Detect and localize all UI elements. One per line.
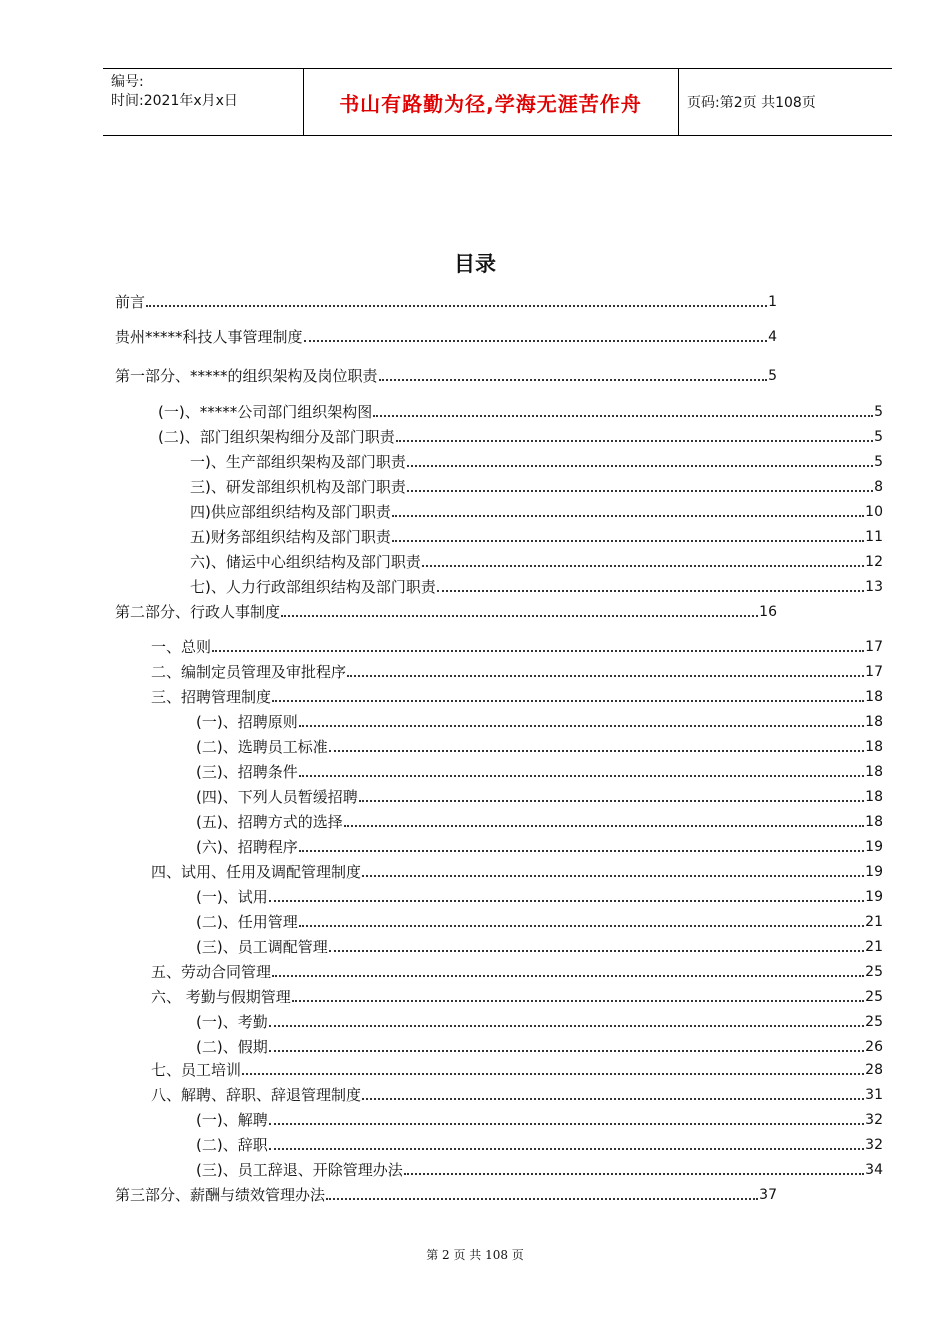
toc-entry-page: 18 xyxy=(865,739,883,755)
toc-entry-label: (一)、考勤 xyxy=(196,1013,268,1031)
toc-entry-label: 三、招聘管理制度 xyxy=(151,688,272,706)
toc-leader-dots xyxy=(392,540,864,542)
toc-entry-label: (四)、下列人员暂缓招聘 xyxy=(196,788,358,806)
toc-entry-page: 32 xyxy=(865,1137,883,1153)
toc-title: 目录 xyxy=(454,252,496,276)
toc-leader-dots xyxy=(407,465,873,467)
toc-entry-page: 18 xyxy=(865,789,883,805)
toc-entry-page: 5 xyxy=(874,454,883,470)
toc-leader-dots xyxy=(392,515,864,517)
toc-entry[interactable] xyxy=(151,1083,883,1105)
toc-entry-page: 26 xyxy=(865,1039,883,1055)
toc-entry-page: 17 xyxy=(865,639,883,655)
toc-entry-label: (二)、任用管理 xyxy=(196,913,298,931)
toc-entry[interactable] xyxy=(115,325,777,347)
toc-entry-label: 贵州*****科技人事管理制度 xyxy=(115,328,303,346)
toc-entry-page: 8 xyxy=(874,479,883,495)
toc-entry[interactable] xyxy=(196,885,883,907)
toc-entry[interactable] xyxy=(190,500,883,522)
toc-entry-page: 21 xyxy=(865,939,883,955)
toc-entry-label: (一)、*****公司部门组织架构图 xyxy=(158,403,373,421)
toc-leader-dots xyxy=(373,415,873,417)
toc-entry-label: 前言 xyxy=(115,293,146,311)
toc-entry[interactable] xyxy=(196,910,883,932)
toc-entry[interactable] xyxy=(151,860,883,882)
toc-leader-dots xyxy=(359,800,864,802)
toc-leader-dots xyxy=(269,1050,864,1052)
toc-entry-label: 第一部分、*****的组织架构及岗位职责 xyxy=(115,367,378,385)
toc-entry[interactable] xyxy=(151,960,883,982)
toc-leader-dots xyxy=(272,975,864,977)
toc-entry[interactable] xyxy=(196,1035,883,1057)
toc-leader-dots xyxy=(292,1000,864,1002)
toc-entry-page: 5 xyxy=(874,429,883,445)
page-footer: 第 2 页 共 108 页 xyxy=(426,1248,524,1262)
toc-entry[interactable] xyxy=(115,600,777,622)
toc-leader-dots xyxy=(329,950,864,952)
toc-entry-page: 19 xyxy=(865,839,883,855)
toc-entry-page: 19 xyxy=(865,889,883,905)
toc-entry-label: 四、试用、任用及调配管理制度 xyxy=(151,863,362,881)
toc-entry-page: 32 xyxy=(865,1112,883,1128)
toc-entry-page: 21 xyxy=(865,914,883,930)
toc-entry[interactable] xyxy=(196,735,883,757)
toc-entry[interactable] xyxy=(151,985,883,1007)
toc-entry-label: (二)、部门组织架构细分及部门职责 xyxy=(158,428,395,446)
toc-entry-label: (二)、辞职 xyxy=(196,1136,268,1154)
toc-entry[interactable] xyxy=(158,400,883,422)
toc-leader-dots xyxy=(422,565,864,567)
toc-entry-page: 17 xyxy=(865,664,883,680)
toc-entry[interactable] xyxy=(190,575,883,597)
toc-entry[interactable] xyxy=(151,685,883,707)
toc-entry-label: (一)、解聘 xyxy=(196,1111,268,1129)
toc-entry-page: 16 xyxy=(759,604,777,620)
header-meta xyxy=(111,73,238,111)
toc-entry-page: 10 xyxy=(865,504,883,520)
toc-leader-dots xyxy=(299,850,864,852)
toc-entry[interactable] xyxy=(196,785,883,807)
toc-entry-label: 六)、储运中心组织结构及部门职责 xyxy=(190,553,421,571)
header-motto: 书山有路勤为径,学海无涯苦作舟 xyxy=(339,91,642,116)
toc-entry-page: 18 xyxy=(865,689,883,705)
toc-leader-dots xyxy=(379,379,768,381)
header-time-label: 时间:2021年x月x日 xyxy=(111,93,238,109)
toc-entry-label: (二)、选聘员工标准 xyxy=(196,738,328,756)
toc-entry-page: 25 xyxy=(865,989,883,1005)
toc-entry-page: 18 xyxy=(865,714,883,730)
toc-entry-label: (三)、招聘条件 xyxy=(196,763,298,781)
toc-leader-dots xyxy=(362,875,864,877)
toc-entry-page: 5 xyxy=(768,368,777,384)
toc-leader-dots xyxy=(212,650,864,652)
toc-entry[interactable] xyxy=(190,450,883,472)
toc-leader-dots xyxy=(396,440,873,442)
header-page-info: 页码:第2页 共108页 xyxy=(687,95,816,111)
toc-entry-label: 第二部分、行政人事制度 xyxy=(115,603,281,621)
toc-entry[interactable] xyxy=(190,550,883,572)
toc-entry-label: (五)、招聘方式的选择 xyxy=(196,813,343,831)
toc-entry-page: 28 xyxy=(865,1062,883,1078)
toc-entry-label: 一、总则 xyxy=(151,638,212,656)
toc-entry-page: 37 xyxy=(759,1187,777,1203)
toc-entry-label: 五)财务部组织结构及部门职责 xyxy=(190,528,391,546)
page-header xyxy=(103,68,892,136)
toc-entry-page: 25 xyxy=(865,964,883,980)
toc-entry[interactable] xyxy=(196,810,883,832)
toc-entry-label: 七)、人力行政部组织结构及部门职责 xyxy=(190,578,436,596)
toc-entry-label: (一)、招聘原则 xyxy=(196,713,298,731)
toc-entry[interactable] xyxy=(151,635,883,657)
toc-entry[interactable] xyxy=(115,290,777,312)
toc-leader-dots xyxy=(146,305,767,307)
toc-entry[interactable] xyxy=(151,660,883,682)
toc-leader-dots xyxy=(407,490,873,492)
toc-leader-dots xyxy=(304,340,768,342)
toc-entry-page: 18 xyxy=(865,814,883,830)
toc-leader-dots xyxy=(299,775,864,777)
toc-entry-label: 一)、生产部组织架构及部门职责 xyxy=(190,453,406,471)
toc-leader-dots xyxy=(272,700,864,702)
toc-entry-label: 二、编制定员管理及审批程序 xyxy=(151,663,347,681)
toc-leader-dots xyxy=(347,675,864,677)
toc-entry[interactable] xyxy=(196,935,883,957)
toc-entry-label: 六、 考勤与假期管理 xyxy=(151,988,291,1006)
toc-entry-label: 三)、研发部组织机构及部门职责 xyxy=(190,478,406,496)
toc-entry-label: 八、解聘、辞职、辞退管理制度 xyxy=(151,1086,362,1104)
toc-entry-page: 18 xyxy=(865,764,883,780)
toc-entry-page: 4 xyxy=(768,329,777,345)
toc-entry-page: 19 xyxy=(865,864,883,880)
header-number-label: 编号: xyxy=(111,74,144,90)
toc-entry-label: 五、劳动合同管理 xyxy=(151,963,272,981)
toc-entry-label: 四)供应部组织结构及部门职责 xyxy=(190,503,391,521)
toc-entry[interactable] xyxy=(115,364,777,386)
toc-entry-label: (三)、员工辞退、开除管理办法 xyxy=(196,1161,403,1179)
toc-leader-dots xyxy=(326,1198,758,1200)
toc-leader-dots xyxy=(344,825,864,827)
toc-leader-dots xyxy=(269,900,864,902)
toc-entry[interactable] xyxy=(196,835,883,857)
toc-entry[interactable] xyxy=(158,425,883,447)
toc-entry-page: 13 xyxy=(865,579,883,595)
toc-leader-dots xyxy=(281,615,758,617)
toc-entry[interactable] xyxy=(196,1133,883,1155)
toc-entry-label: (六)、招聘程序 xyxy=(196,838,298,856)
toc-leader-dots xyxy=(269,1025,864,1027)
toc-entry-page: 34 xyxy=(865,1162,883,1178)
toc-entry-label: (一)、试用 xyxy=(196,888,268,906)
toc-entry-page: 1 xyxy=(768,294,777,310)
toc-entry-label: 第三部分、薪酬与绩效管理办法 xyxy=(115,1186,326,1204)
toc-entry-label: (二)、假期 xyxy=(196,1038,268,1056)
toc-entry[interactable] xyxy=(196,710,883,732)
toc-entry[interactable] xyxy=(196,1108,883,1130)
toc-entry-page: 12 xyxy=(865,554,883,570)
header-divider xyxy=(678,69,679,135)
toc-entry-page: 25 xyxy=(865,1014,883,1030)
toc-leader-dots xyxy=(437,590,864,592)
toc-leader-dots xyxy=(269,1123,864,1125)
toc-entry-page: 11 xyxy=(865,529,883,545)
toc-entry[interactable] xyxy=(115,1183,777,1205)
toc-entry-page: 5 xyxy=(874,404,883,420)
toc-entry[interactable] xyxy=(190,475,883,497)
toc-entry[interactable] xyxy=(190,525,883,547)
toc-leader-dots xyxy=(269,1148,864,1150)
toc-leader-dots xyxy=(404,1173,864,1175)
toc-entry-label: (三)、员工调配管理 xyxy=(196,938,328,956)
toc-entry[interactable] xyxy=(151,1058,883,1080)
toc-leader-dots xyxy=(299,925,864,927)
toc-leader-dots xyxy=(242,1073,864,1075)
toc-entry[interactable] xyxy=(196,1158,883,1180)
toc-leader-dots xyxy=(362,1098,864,1100)
toc-entry[interactable] xyxy=(196,1010,883,1032)
toc-entry-page: 31 xyxy=(865,1087,883,1103)
toc-entry-label: 七、员工培训 xyxy=(151,1061,242,1079)
toc-leader-dots xyxy=(329,750,864,752)
toc-entry[interactable] xyxy=(196,760,883,782)
toc-leader-dots xyxy=(299,725,864,727)
